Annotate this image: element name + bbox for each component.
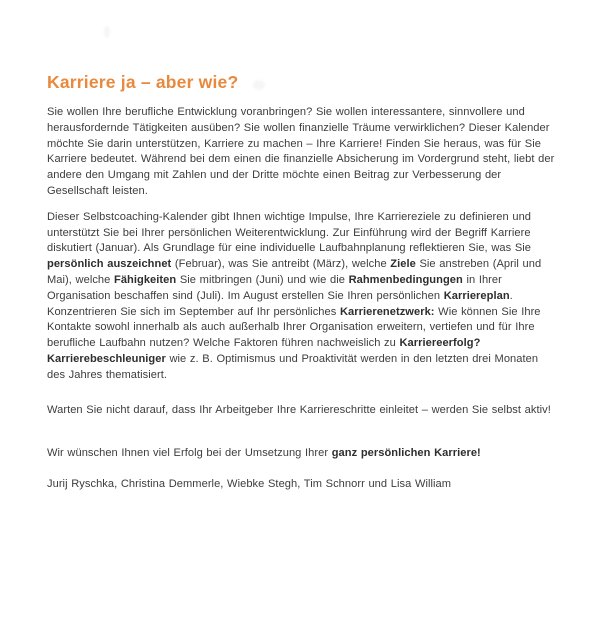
bold-text-run: ganz persönlichen Karriere!	[331, 447, 481, 460]
text-run: Wir wünschen Ihnen viel Erfolg bei der Umsetzung Ihrer	[47, 447, 332, 460]
paragraph	[47, 105, 556, 200]
paragraph	[47, 477, 556, 493]
bold-text-run: Karrierenetzwerk:	[339, 305, 435, 318]
scan-artifact	[104, 26, 110, 38]
text-run: in Ihrer Organisation beschaffen sind (Juli). Im August erstellen Sie Ihren persönlichen	[47, 273, 502, 302]
text-run: Warten Sie nicht darauf, dass Ihr Arbeitgeber Ihre Karriereschritte einleitet – werden Sie selbst aktiv!	[47, 403, 551, 416]
text-run: wie z. B. Optimismus und Proaktivität werden in den letzten drei Monaten des Jahres thematisiert.	[47, 352, 539, 381]
bold-text-run: Ziele	[390, 258, 416, 271]
scan-artifact	[253, 80, 265, 90]
text-run: Sie mitbringen (Juni) und wie die	[176, 273, 349, 286]
text-run: Jurij Ryschka, Christina Demmerle, Wiebke Stegh, Tim Schnorr und Lisa William	[47, 478, 452, 491]
paragraph	[47, 403, 556, 419]
text-run: . Konzentrieren Sie sich im September auf Ihr persönliches	[47, 289, 513, 318]
body-text	[47, 105, 556, 493]
bold-text-run: Fähigkeiten	[114, 273, 177, 286]
bold-text-run: Karriereplan	[443, 289, 510, 302]
bold-text-run: Karriereerfolg? Karrierebeschleuniger	[47, 337, 481, 365]
paragraph	[47, 210, 556, 384]
text-run: Wie können Sie Ihre Kontakte sowohl innerhalb als auch außerhalb Ihrer Organisation erweitern, vertiefen und für Ihre berufliche Laufbahn nutzen? Welche Faktoren führen nachweislich zu	[47, 305, 541, 350]
paragraph	[47, 446, 556, 462]
text-run: (Februar), was Sie antreibt (März), welche	[171, 258, 391, 271]
text-run: Sie anstreben (April und Mai), welche	[47, 258, 542, 286]
bold-text-run: persönlich auszeichnet	[47, 258, 172, 271]
page-title: Karriere ja – aber wie?	[47, 72, 239, 92]
bold-text-run: Rahmenbedingungen	[348, 273, 463, 286]
text-run: Sie wollen Ihre berufliche Entwicklung voranbringen? Sie wollen interessantere, sinnvollere und herausfordernde Tätigkeiten ausüben? Sie wollen finanzielle Träume verwirklichen? Dieser Kalender möchte Sie darin unterstützen, Karriere zu machen – Ihre Karriere! Finden Sie heraus, was für Sie Karriere bedeutet. Während bei dem einen die finanzielle Absicherung im Vordergrund steht, liebt der andere den Umgang mit Zahlen und der Dritte möchte einen Beitrag zur Verbesserung der Gesellschaft leisten.	[47, 106, 555, 197]
text-run: Dieser Selbstcoaching-Kalender gibt Ihnen wichtige Impulse, Ihre Karriereziele zu definieren und unterstützt Sie bei Ihrer persönlichen Weiterentwicklung. Zur Einführung wird der Begriff Karriere diskutiert (Januar). Als Grundlage für eine individuelle Laufbahnplanung reflektieren Sie, was Sie	[47, 210, 532, 255]
